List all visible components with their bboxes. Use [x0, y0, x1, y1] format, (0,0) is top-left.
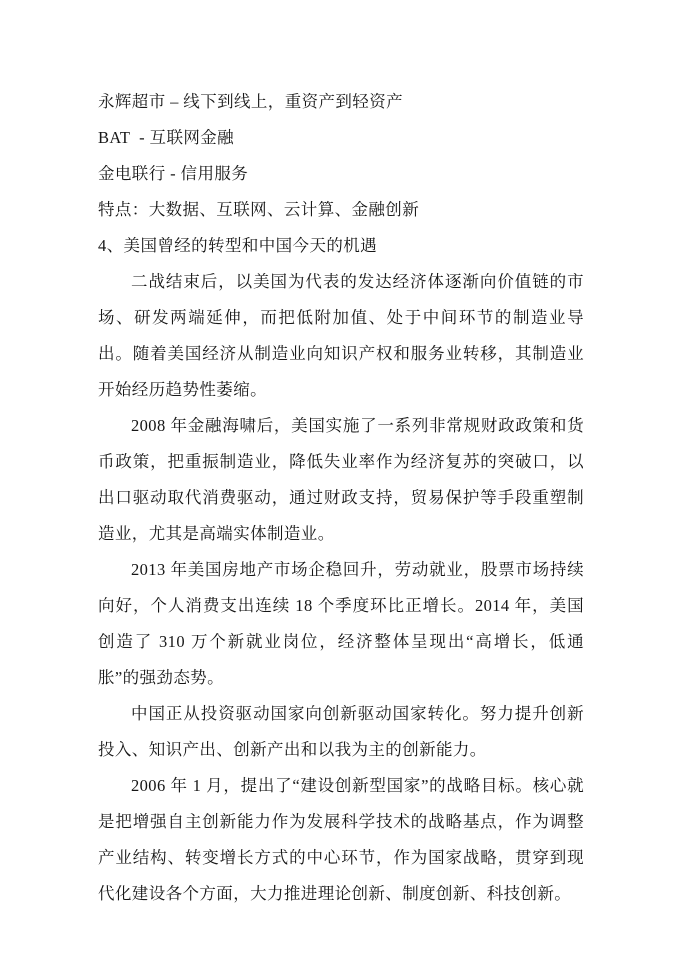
doc-line-yonghui: 永辉超市 – 线下到线上，重资产到轻资产	[98, 92, 403, 111]
doc-heading-section-4: 4、美国曾经的转型和中国今天的机遇	[98, 236, 378, 255]
doc-paragraph-postwar: 二战结束后，以美国为代表的发达经济体逐渐向价值链的市场、研发两端延伸，而把低附加值、处于中间环节的制造业导出。随着美国经济从制造业向知识产权和服务业转移，其制造业开始经历趋势性萎缩。	[98, 272, 584, 399]
doc-paragraph-2008-crisis: 2008 年金融海啸后，美国实施了一系列非常规财政政策和货币政策，把重振制造业，降低失业率作为经济复苏的突破口，以出口驱动取代消费驱动，通过财政支持，贸易保护等手段重塑制造业，尤其是高端实体制造业。	[98, 416, 584, 543]
doc-line-features: 特点：大数据、互联网、云计算、金融创新	[98, 200, 420, 219]
document-body	[98, 84, 584, 912]
doc-paragraph-2013-recovery: 2013 年美国房地产市场企稳回升，劳动就业，股票市场持续向好，个人消费支出连续 18 个季度环比正增长。2014 年，美国创造了 310 万个新就业岗位，经济整体呈现出“高增长，低通胀”的强劲态势。	[98, 560, 584, 687]
doc-line-bat: BAT - 互联网金融	[98, 128, 235, 147]
doc-paragraph-2006-strategy: 2006 年 1 月，提出了“建设创新型国家”的战略目标。核心就是把增强自主创新能力作为发展科学技术的战略基点，作为调整产业结构、转变增长方式的中心环节，作为国家战略，贯穿到现代化建设各个方面，大力推进理论创新、制度创新、科技创新。	[98, 776, 584, 903]
doc-line-jindianlianhang: 金电联行 - 信用服务	[98, 164, 249, 183]
doc-paragraph-china-transition: 中国正从投资驱动国家向创新驱动国家转化。努力提升创新投入、知识产出、创新产出和以我为主的创新能力。	[98, 704, 584, 759]
